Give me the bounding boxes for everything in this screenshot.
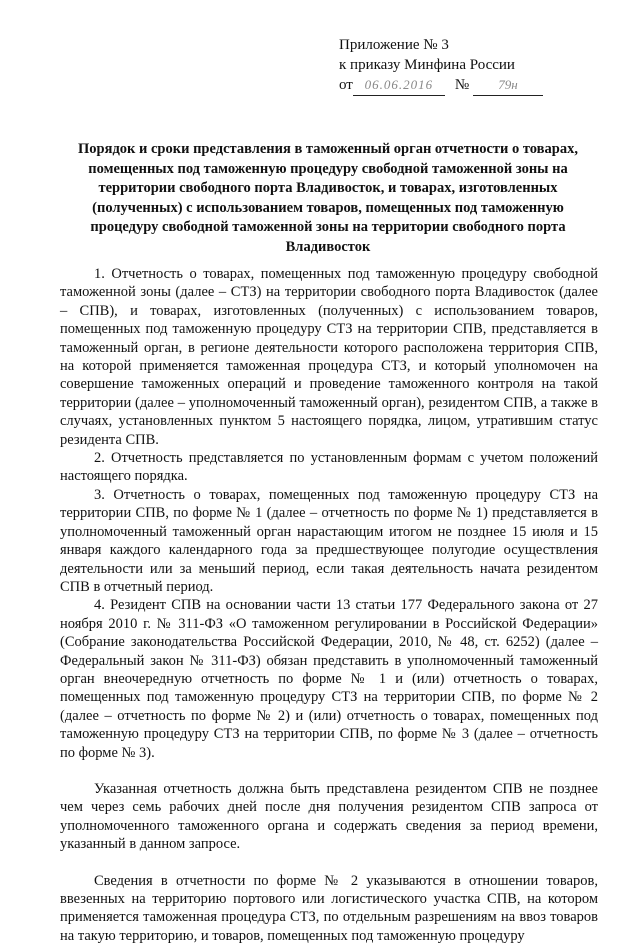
paragraph-1: 1. Отчетность о товарах, помещенных под таможенную процедуру свободной таможенной зоны (далее – СТЗ) на территории свободного порта Владивосток (далее – СПВ), и товарах, изготовленных (полученных) с использованием товаров, помещенных под таможенную процедуру СТЗ на территории СПВ, представляется в таможенный орган, в регионе деятельности которого расположена территория СПВ, на которой применяется таможенная процедура СТЗ, и который уполномочен на совершение таможенных операций и проведение таможенного контроля на такой территории (далее – уполномоченный таможенный орган), резидентом СПВ, а также в случаях, установленных пунктом 5 настоящего порядка, лицом, утратившим статус резидента СПВ.: [60, 266, 598, 448]
date-prefix: от: [339, 77, 353, 93]
document-title: Порядок и сроки представления в таможенный орган отчетности о товарах, помещенных под таможенную процедуру свободной таможенной зоны на территории свободного порта Владивосток, и товарах, изготовленных (полученных) с использованием товаров, помещенных под таможенную процедуру свободной таможенной зоны на территории свободного порта Владивосток: [78, 141, 578, 255]
order-number: 79н: [473, 75, 543, 96]
paragraph-5: Указанная отчетность должна быть представлена резидентом СПВ не позднее чем через семь рабочих дней после дня получения резидентом СПВ запроса от уполномоченного таможенного органа и содержать сведения за период времени, указанный в данном запросе.: [60, 780, 598, 853]
order-date: 06.06.2016: [353, 75, 445, 96]
document-body: [60, 265, 598, 945]
appendix-header: [339, 35, 543, 96]
order-reference: к приказу Минфина России: [339, 57, 515, 73]
paragraph-6: Сведения в отчетности по форме № 2 указываются в отношении товаров, ввезенных на территорию портового или логистического участка СПВ, на котором применяется таможенная процедура СТЗ, по отдельным разрешениям на ввоз товаров на такую территорию, и товаров, помещенных под таможенную процедуру: [60, 872, 598, 944]
paragraph-2: 2. Отчетность представляется по установленным формам с учетом положений настоящего порядка.: [60, 450, 598, 485]
appendix-label: Приложение № 3: [339, 37, 449, 53]
number-label: №: [454, 77, 470, 93]
order-date-number: [339, 75, 543, 96]
paragraph-4: 4. Резидент СПВ на основании части 13 статьи 177 Федерального закона от 27 ноября 2010 г. № 311-ФЗ «О таможенном регулировании в Российской Федерации» (Собрание законодательства Российской Федерации, 2010, № 48, ст. 6252) (далее – Федеральный закон № 311-ФЗ) обязан представить в уполномоченный таможенный орган внеочередную отчетность по форме № 1 и (или) отчетность о товарах, помещенных под таможенную процедуру СТЗ на территории СПВ, по форме № 2 (далее – отчетность по форме № 2) и (или) отчетность о товарах, помещенных под таможенную процедуру СТЗ на территории СПВ, по форме № 3 (далее – отчетность по форме № 3).: [60, 597, 598, 761]
paragraph-3: 3. Отчетность о товарах, помещенных под таможенную процедуру СТЗ на территории СПВ, по форме № 1 (далее – отчетность по форме № 1) представляется в уполномоченный таможенный орган нарастающим итогом не позднее 15 июля и 15 января каждого календарного года за предшествующее полугодие осуществления деятельности или за меньший период, если такая деятельность начата резидентом СПВ в отчетный период.: [60, 486, 598, 595]
